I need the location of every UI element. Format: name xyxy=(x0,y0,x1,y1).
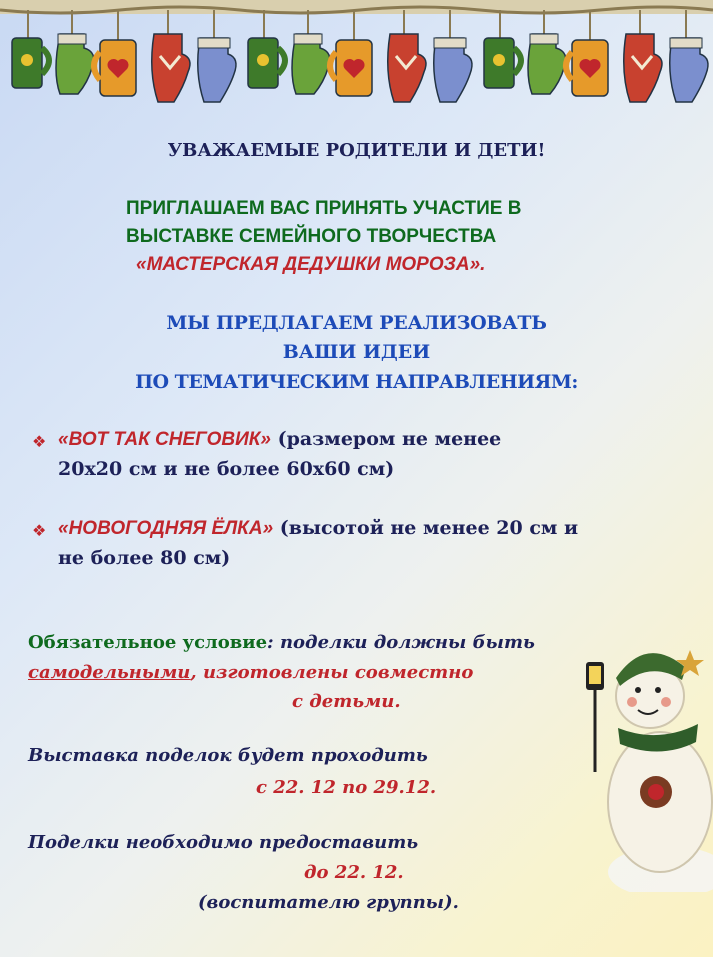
exhibition-title: «МАСТЕРСКАЯ ДЕДУШКИ МОРОЗА». xyxy=(136,254,486,275)
condition-line-3: с детьми. xyxy=(292,691,401,712)
item-description: (высотой не менее 20 см и xyxy=(273,517,579,539)
condition-text-2: , изготовлены совместно xyxy=(190,662,474,683)
item-title: «ВОТ ТАК СНЕГОВИК» xyxy=(58,429,271,450)
mitten-garland-decoration xyxy=(0,0,713,125)
condition-line-1 xyxy=(28,632,535,653)
submit-deadline: до 22. 12. xyxy=(304,862,404,883)
offer-line-2: ВАШИ ИДЕИ xyxy=(282,341,431,363)
submit-recipient: (воспитателю группы). xyxy=(198,892,459,913)
condition-label: Обязательное условие xyxy=(28,632,268,653)
item-description-cont: не более 80 см) xyxy=(58,547,231,569)
invite-line-1: ПРИГЛАШАЕМ ВАС ПРИНЯТЬ УЧАСТИЕ В xyxy=(126,198,522,219)
offer-line-1: МЫ ПРЕДЛАГАЕМ РЕАЛИЗОВАТЬ xyxy=(166,312,547,334)
snowman-illustration xyxy=(578,632,713,892)
exhibition-line-1: Выставка поделок будет проходить xyxy=(28,745,428,766)
condition-line-2 xyxy=(28,662,473,683)
list-item xyxy=(58,517,578,540)
list-item xyxy=(58,428,501,451)
condition-text: : поделки должны быть xyxy=(267,632,535,653)
handmade-underlined: самодельными xyxy=(28,662,191,683)
diamond-bullet-icon: ❖ xyxy=(32,432,47,451)
submit-line-1: Поделки необходимо предоставить xyxy=(28,832,419,853)
diamond-bullet-icon: ❖ xyxy=(32,521,47,540)
invite-line-2: ВЫСТАВКЕ СЕМЕЙНОГО ТВОРЧЕСТВА xyxy=(126,226,497,247)
item-description-cont: 20х20 см и не более 60х60 см) xyxy=(58,458,395,480)
greeting-heading: УВАЖАЕМЫЕ РОДИТЕЛИ И ДЕТИ! xyxy=(167,140,546,161)
item-title: «НОВОГОДНЯЯ ЁЛКА» xyxy=(58,518,274,539)
offer-line-3: ПО ТЕМАТИЧЕСКИМ НАПРАВЛЕНИЯМ: xyxy=(135,371,578,393)
item-description: (размером не менее xyxy=(270,428,502,450)
exhibition-dates: с 22. 12 по 29.12. xyxy=(256,777,437,798)
